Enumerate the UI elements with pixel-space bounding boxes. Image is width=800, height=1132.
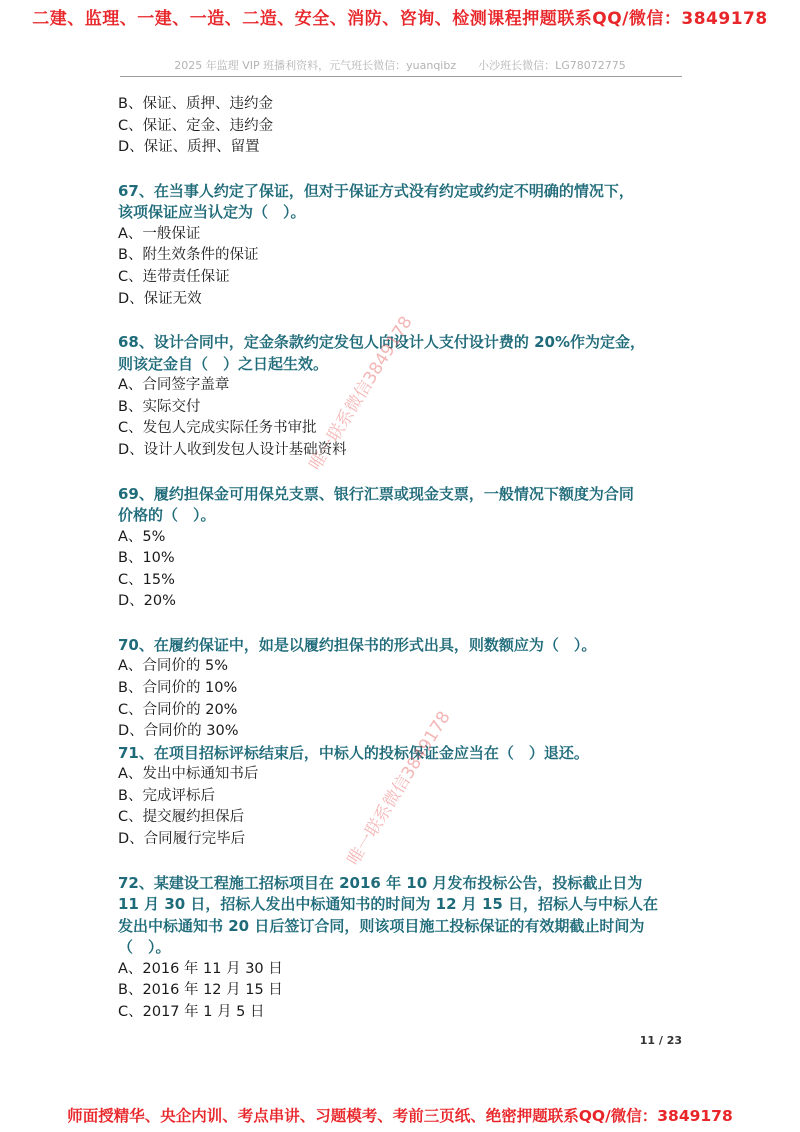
option: C、15% (118, 571, 175, 588)
option: D、设计人收到发包人设计基础资料 (118, 441, 347, 458)
option: D、保证无效 (118, 290, 202, 307)
question-title-line: 71、在项目招标评标结束后，中标人的投标保证金应当在（ ）退还。 (118, 743, 589, 762)
question-title-line: 68、设计合同中，定金条款约定发包人向设计人支付设计费的 20%作为定金， (118, 333, 646, 352)
header-divider (120, 76, 682, 77)
top-banner: 二建、监理、一建、一造、二造、安全、消防、咨询、检测课程押题联系QQ/微信：3849178 (32, 9, 768, 29)
document-body (118, 94, 698, 1023)
question-70 (118, 635, 698, 743)
question-title (118, 181, 698, 224)
page-number: 11 / 23 (639, 1034, 682, 1047)
question-title-line: 价格的（ ）。 (118, 506, 216, 525)
question-title-line: 该项保证应当认定为（ ）。 (118, 203, 306, 222)
watermark: 唯一联系微信3849178 (343, 707, 455, 870)
question-68 (118, 332, 698, 461)
option: B、实际交付 (118, 398, 201, 415)
option: A、合同签字盖章 (118, 377, 230, 394)
option: D、保证、质押、留置 (118, 139, 260, 156)
option: B、合同价的 10% (118, 680, 238, 696)
option: A、发出中标通知书后 (118, 766, 259, 783)
option: C、合同价的 20% (118, 701, 238, 718)
question-title-line: （ ）。 (118, 938, 171, 957)
option: A、合同价的 5% (118, 658, 229, 675)
option: D、合同履行完毕后 (118, 831, 246, 848)
question-67 (118, 181, 698, 310)
question-title-line: 69、履约担保金可用保兑支票、银行汇票或现金支票，一般情况下额度为合同 (118, 484, 634, 503)
option: A、2016 年 11 月 30 日 (118, 960, 283, 977)
question-title-line: 则该定金自（ ）之日起生效。 (118, 354, 329, 373)
question-title-line: 11 月 30 日，招标人发出中标通知书的时间为 12 月 15 日，招标人与中标人在 (118, 895, 659, 914)
question-title (118, 332, 698, 375)
option: D、20% (118, 593, 176, 610)
previous-question-options (118, 94, 698, 159)
option: C、2017 年 1 月 5 日 (118, 1003, 265, 1020)
question-title-line: 72、某建设工程施工招标项目在 2016 年 10 月发布投标公告，投标截止日为 (118, 873, 643, 892)
question-title (118, 635, 698, 657)
option: C、发包人完成实际任务书审批 (118, 420, 317, 437)
page-header: 2025 年监理 VIP 班播利资料，元气班长微信：yuanqibz 小沙班长微信：LG78072775 (174, 59, 626, 72)
option: B、10% (118, 550, 175, 567)
question-title (118, 873, 698, 959)
question-72 (118, 873, 698, 1024)
option: B、附生效条件的保证 (118, 247, 259, 264)
watermark: 唯一联系微信3849178 (305, 312, 417, 475)
question-title (118, 484, 698, 527)
option: B、完成评标后 (118, 787, 215, 804)
question-title-line: 70、在履约保证中，如是以履约担保书的形式出具，则数额应为（ ）。 (118, 635, 597, 654)
option: B、2016 年 12 月 15 日 (118, 982, 283, 999)
question-title-line: 发出中标通知书 20 日后签订合同，则该项目施工投标保证的有效期截止时间为 (118, 916, 645, 935)
option: D、合同价的 30% (118, 723, 239, 740)
question-title-line: 67、在当事人约定了保证，但对于保证方式没有约定或约定不明确的情况下， (118, 181, 634, 200)
option: A、5% (118, 528, 166, 545)
question-69 (118, 484, 698, 613)
option: A、一般保证 (118, 225, 201, 242)
option: C、保证、定金、违约金 (118, 117, 274, 134)
option: B、保证、质押、违约金 (118, 96, 273, 112)
option: C、提交履约担保后 (118, 809, 245, 826)
bottom-banner: 师面授精华、央企内训、考点串讲、习题模考、考前三页纸、绝密押题联系QQ/微信：3849178 (67, 1107, 733, 1125)
option: C、连带责任保证 (118, 268, 230, 285)
